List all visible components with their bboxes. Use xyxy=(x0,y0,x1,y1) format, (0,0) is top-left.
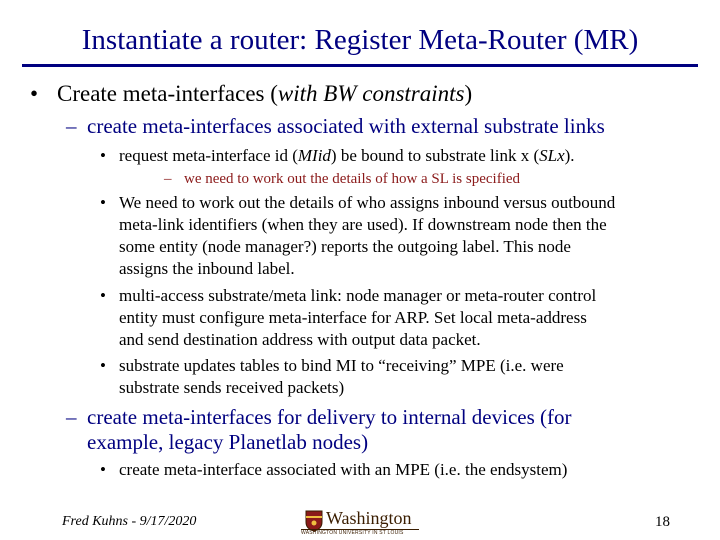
bullet-glyph: • xyxy=(100,460,106,479)
bullet-line: and send destination address with output data packet. xyxy=(119,330,481,349)
bullet-line: substrate updates tables to bind MI to “receiving” MPE (i.e. were xyxy=(119,356,564,375)
bullet-line: substrate sends received packets) xyxy=(119,378,345,397)
bullet-glyph: – xyxy=(66,405,77,429)
bullet-line: We need to work out the details of who assigns inbound versus outbound xyxy=(119,193,616,212)
bullet-text-italic: with BW constraints xyxy=(277,81,465,106)
footer-author-date: Fred Kuhns - 9/17/2020 xyxy=(62,514,197,529)
bullet-text: we need to work out the details of how a SL is specified xyxy=(184,171,521,187)
page-number: 18 xyxy=(655,514,670,530)
bullet-line: example, legacy Planetlab nodes) xyxy=(87,430,369,454)
bullet-text-part: Create meta-interfaces ( xyxy=(57,81,278,106)
bullet-line: meta-link identifiers (when they are used). If downstream node then the xyxy=(119,215,607,234)
bullet-text xyxy=(57,80,472,107)
bullet-glyph: • xyxy=(100,286,106,305)
washington-university-logo xyxy=(301,508,421,538)
bullet-line: multi-access substrate/meta link: node manager or meta-router control xyxy=(119,286,597,305)
bullet-glyph: • xyxy=(30,81,39,106)
bullet-text-part: ) be bound to substrate link x ( xyxy=(330,146,540,165)
bullet-glyph: • xyxy=(100,356,106,375)
slide-title: Instantiate a router: Register Meta-Router (MR) xyxy=(81,24,639,56)
title-divider xyxy=(22,64,698,67)
bullet-line: some entity (node manager?) reports the outgoing label. This node xyxy=(119,237,571,256)
logo-subtext: WASHINGTON UNIVERSITY IN ST LOUIS xyxy=(301,530,404,536)
bullet-text-italic: MIid xyxy=(297,146,331,165)
bullet-text-part: ) xyxy=(464,81,473,106)
bullet-glyph: • xyxy=(100,193,106,212)
bullet-text xyxy=(119,145,575,167)
bullet-glyph: – xyxy=(66,114,77,138)
bullet-text: create meta-interface associated with an MPE (i.e. the endsystem) xyxy=(119,460,568,479)
bullet-line: create meta-interfaces for delivery to internal devices (for xyxy=(87,405,572,429)
bullet-line: assigns the inbound label. xyxy=(119,259,295,278)
bullet-glyph: – xyxy=(164,171,172,187)
bullet-text-part: ). xyxy=(564,146,575,165)
bullet-text-italic: SLx xyxy=(539,146,565,165)
logo-wordmark: Washington xyxy=(326,508,412,528)
bullet-text: create meta-interfaces associated with external substrate links xyxy=(87,114,605,138)
bullet-glyph: • xyxy=(100,146,106,165)
bullet-line: entity must configure meta-interface for ARP. Set local meta-address xyxy=(119,308,587,327)
bullet-text-part: request meta-interface id ( xyxy=(119,146,298,165)
